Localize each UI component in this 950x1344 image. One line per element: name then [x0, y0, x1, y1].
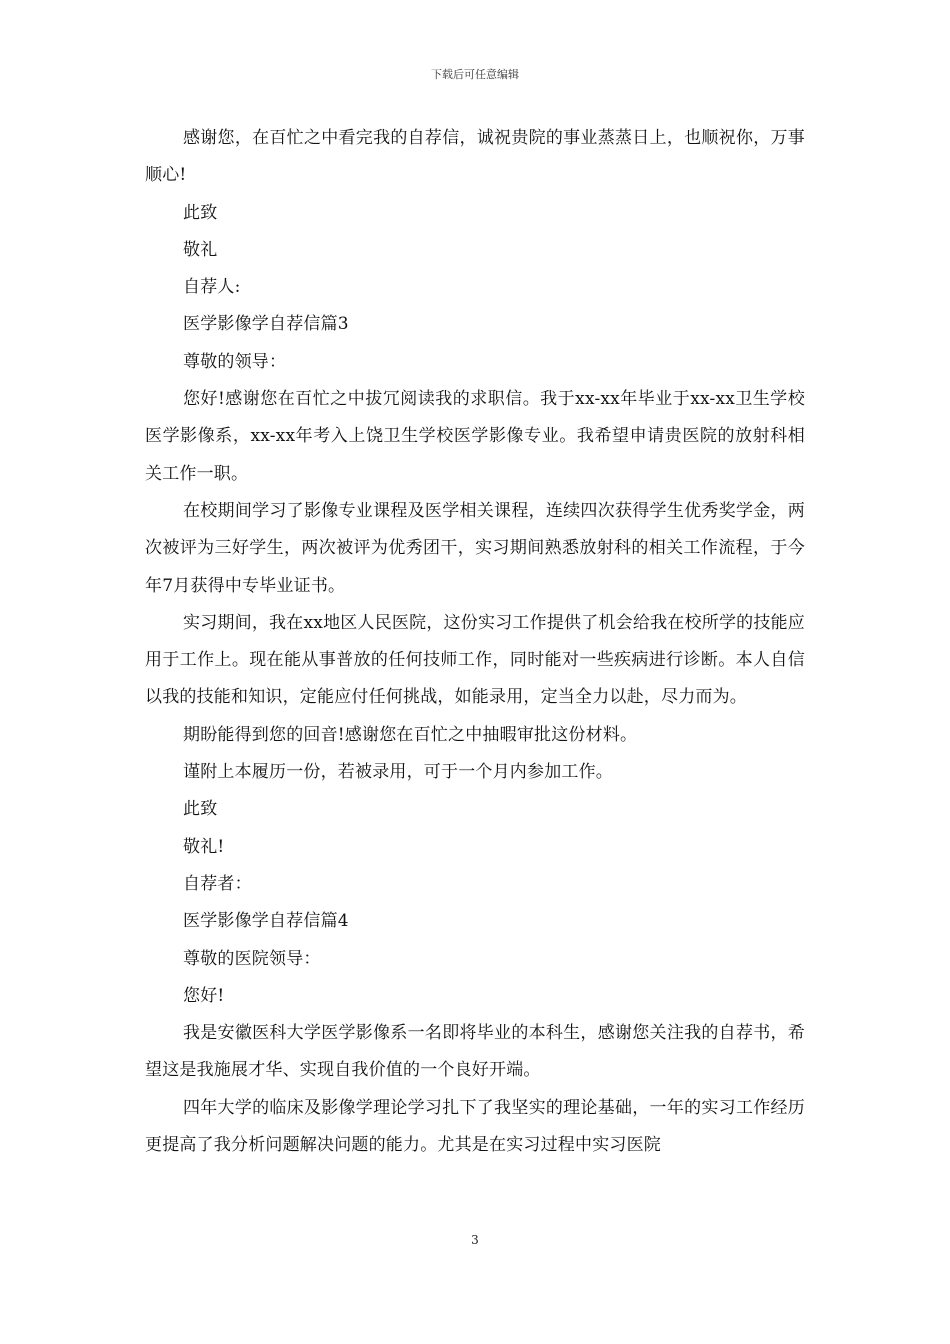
paragraph-resume: 谨附上本履历一份，若被录用，可于一个月内参加工作。: [183, 762, 613, 783]
paragraph-greeting: 尊敬的领导：: [183, 351, 287, 372]
paragraph-salutation-2: 此致: [183, 799, 218, 820]
section-title-letter-4: 医学影像学自荐信篇4: [183, 911, 349, 932]
paragraph-self-intro: 我是安徽医科大学医学影像系一名即将毕业的本科生，感谢您关注我的自荐书，希望这是我施展才华、实现自我价值的一个良好开端。: [145, 1023, 805, 1081]
paragraph-school: 在校期间学习了影像专业课程及医学相关课程，连续四次获得学生优秀奖学金，两次被评为三好学生，两次被评为优秀团干，实习期间熟悉放射科的相关工作流程，于今年7月获得中专毕业证书。: [145, 500, 805, 596]
paragraph-internship: 实习期间，我在xx地区人民医院，这份实习工作提供了机会给我在校所学的技能应用于工作上。现在能从事普放的任何技师工作，同时能对一些疾病进行诊断。本人自信以我的技能和知识，定能应付任何挑战，如能录用，定当全力以赴，尽力而为。: [145, 612, 805, 708]
paragraph-hope: 期盼能得到您的回音!感谢您在百忙之中抽暇审批这份材料。: [183, 724, 638, 745]
paragraph-signature: 自荐人:: [183, 277, 241, 298]
paragraph-signature-2: 自荐者：: [183, 873, 252, 894]
paragraph-study: 四年大学的临床及影像学理论学习扎下了我坚实的理论基础，一年的实习工作经历更提高了我分析问题解决问题的能力。尤其是在实习过程中实习医院: [145, 1097, 805, 1156]
page-header-note: 下载后可任意编辑: [431, 68, 519, 81]
paragraph-hello: 您好!: [183, 985, 225, 1006]
paragraph-regards-2: 敬礼!: [183, 836, 225, 857]
paragraph-salutation: 此致: [183, 202, 218, 223]
paragraph-regards: 敬礼: [183, 239, 218, 260]
paragraph-intro: 您好!感谢您在百忙之中拔冗阅读我的求职信。我于xx-xx年毕业于xx-xx卫生学校医学影像系，xx-xx年考入上饶卫生学校医学影像专业。我希望申请贵医院的放射科相关工作一职。: [145, 389, 805, 484]
document-body: [145, 120, 805, 1164]
section-title-letter-3: 医学影像学自荐信篇3: [183, 314, 349, 335]
paragraph-greeting-2: 尊敬的医院领导：: [183, 948, 321, 969]
paragraph-closing-thanks: 感谢您，在百忙之中看完我的自荐信，诚祝贵院的事业蒸蒸日上，也顺祝你，万事顺心!: [145, 128, 805, 186]
page-number: 3: [471, 1233, 479, 1247]
